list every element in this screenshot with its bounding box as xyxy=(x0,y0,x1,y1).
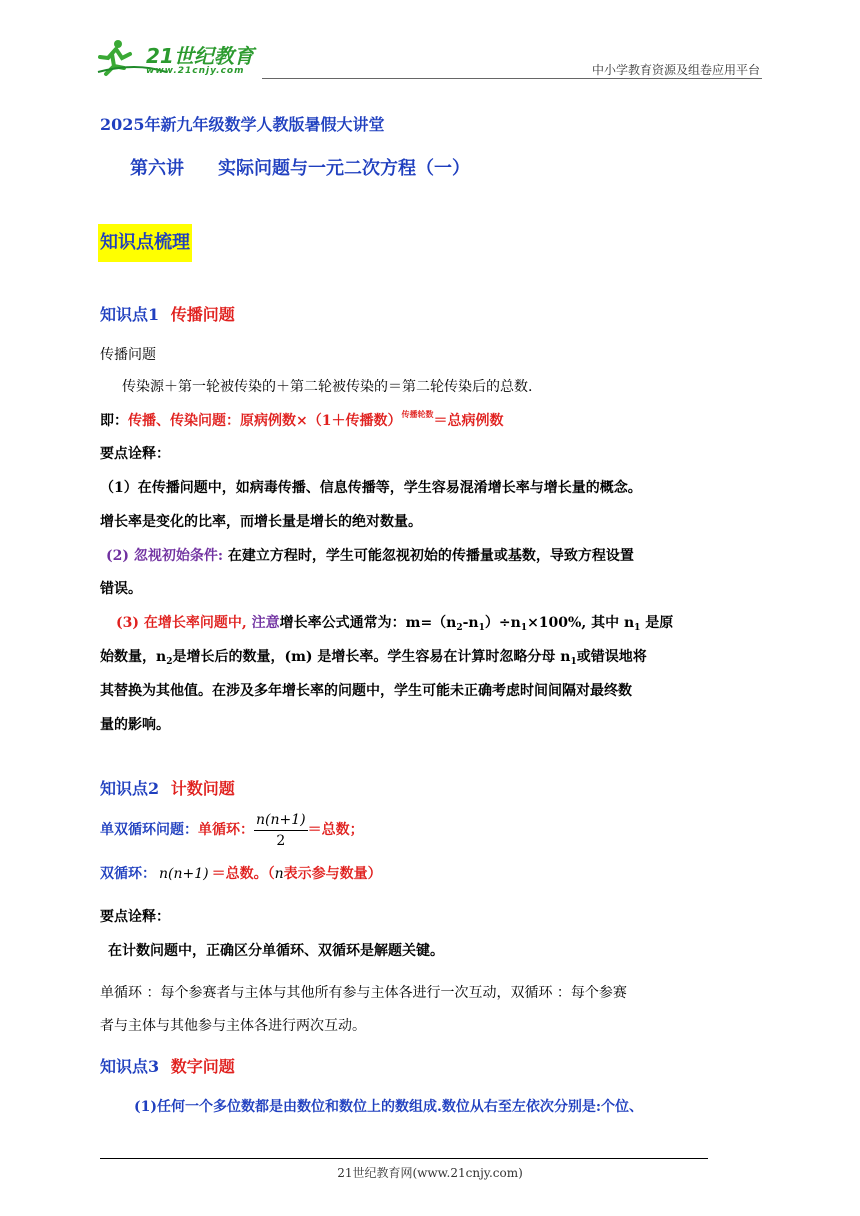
kp1-note3-b: -n xyxy=(462,615,479,631)
kp1-note3-line2b: 是增长后的数量，(m) 是增长率。学生容易在计算时忽略分母 n xyxy=(172,649,571,665)
kp1-note3-a: 增长率公式通常为：m=（n xyxy=(279,615,457,631)
kp1-note2-line1 xyxy=(106,545,634,565)
kp2-note: 在计数问题中，正确区分单循环、双循环是解题关键。 xyxy=(108,943,444,959)
kp2-double-n: n xyxy=(274,866,284,882)
kp2-double-label: 双循环： xyxy=(100,866,156,882)
kp2-notes-label: 要点诠释： xyxy=(100,909,170,925)
kp2-single-name: 单循环： xyxy=(198,822,254,838)
kp1-note2-line2: 错误。 xyxy=(100,581,142,597)
footer-divider xyxy=(100,1158,708,1159)
kp2-single-tail: ＝总数； xyxy=(307,822,364,838)
kp2-heading xyxy=(100,776,235,799)
lesson-number: 第六讲 xyxy=(130,158,184,179)
kp1-note3-label: (3) 在增长率问题中, xyxy=(116,615,247,631)
kp3-line1: (1)任何一个多位数都是由数位和数位上的数组成.数位从右至左依次分别是:个位、 xyxy=(134,1099,644,1115)
section-title: 知识点梳理 xyxy=(98,224,192,262)
kp3-name: 数字问题 xyxy=(170,1057,235,1076)
kp1-note3-line2s2: 1 xyxy=(570,657,577,667)
kp2-prefix: 知识点2 xyxy=(100,779,160,798)
kp1-notes-label: 要点诠释： xyxy=(100,446,170,462)
kp1-note3-line2 xyxy=(100,646,647,667)
footer-text: 21世纪教育网(www.21cnjy.com) xyxy=(337,1166,523,1180)
kp1-rule-sup: 传播轮数 xyxy=(401,409,434,419)
kp1-note3-s1: 1 xyxy=(478,623,485,633)
kp1-subhead: 传播问题 xyxy=(100,347,156,363)
kp1-name: 传播问题 xyxy=(170,305,235,324)
kp1-note3-attn: 注意 xyxy=(246,615,280,631)
kp2-single-label: 单双循环问题： xyxy=(100,822,198,838)
kp1-note3-d: ×100%, 其中 n xyxy=(527,615,635,631)
lesson-title xyxy=(130,154,470,180)
kp3-heading xyxy=(100,1054,235,1077)
kp1-note3-s2: 2 xyxy=(456,623,463,633)
kp2-fraction xyxy=(254,810,308,851)
kp3-prefix: 知识点3 xyxy=(100,1057,160,1076)
kp1-note3-s1c: 1 xyxy=(634,623,641,633)
kp1-note3-line4: 量的影响。 xyxy=(100,717,170,733)
kp1-note3-line2a: 始数量，n xyxy=(100,649,167,665)
kp1-note3-s1b: 1 xyxy=(520,623,528,633)
logo-url: www.21cnjy.com xyxy=(146,66,245,76)
kp1-rule-b: ＝总病例数 xyxy=(433,413,504,429)
kp2-single-line xyxy=(100,808,364,852)
kp2-double-expr: n(n+1) xyxy=(159,866,209,882)
kp1-note2-label: (2) 忽视初始条件: xyxy=(106,548,224,564)
kp1-note1-line2: 增长率是变化的比率，而增长量是增长的绝对数量。 xyxy=(100,514,422,530)
kp1-note3-line1 xyxy=(116,612,673,633)
kp1-note3-c: ）÷n xyxy=(484,615,521,631)
kp1-rule-prefix: 即： xyxy=(100,413,128,429)
kp2-desc-line1: 单循环 ：每个参赛者与主体与其他所有参与主体各进行一次互动，双循环 ：每个参赛 xyxy=(100,985,627,1001)
kp1-note3-line2c: 或错误地将 xyxy=(576,649,647,665)
kp2-double-tail: ＝总数。（ xyxy=(211,866,275,882)
kp2-desc-line2: 者与主体与其他参与主体各进行两次互动。 xyxy=(100,1018,366,1034)
course-title: 2025年新九年级数学人教版暑假大讲堂 xyxy=(100,115,385,134)
kp1-note1-line1: （1）在传播问题中，如病毒传播、信息传播等，学生容易混淆增长率与增长量的概念。 xyxy=(100,480,642,496)
kp2-double-line xyxy=(100,863,382,883)
logo-text: 21世纪教育 xyxy=(146,44,254,68)
kp2-double-tail2: 表示参与数量） xyxy=(283,866,382,882)
kp1-note2-text: 在建立方程时，学生可能忽视初始的传播量或基数，导致方程设置 xyxy=(223,548,634,564)
kp2-frac-num: n(n+1) xyxy=(254,810,308,831)
kp1-prefix: 知识点1 xyxy=(100,305,160,324)
kp1-heading xyxy=(100,302,235,325)
kp1-note3-e: 是原 xyxy=(640,615,674,631)
kp2-frac-den: 2 xyxy=(276,832,286,849)
kp1-note3-line2s: 2 xyxy=(166,657,173,667)
kp1-formula: 传染源＋第一轮被传染的＋第二轮被传染的＝第二轮传染后的总数. xyxy=(122,379,533,395)
kp1-rule-a: 传播、传染问题：原病例数×（1＋传播数） xyxy=(128,413,402,429)
header-platform-text: 中小学教育资源及组卷应用平台 xyxy=(591,63,760,77)
kp1-note3-line3: 其替换为其他值。在涉及多年增长率的问题中，学生可能未正确考虑时间间隔对最终数 xyxy=(100,683,632,699)
kp1-rule xyxy=(100,409,503,430)
header-divider xyxy=(262,78,762,79)
lesson-name: 实际问题与一元二次方程（一） xyxy=(218,158,470,179)
kp2-name: 计数问题 xyxy=(170,779,235,798)
